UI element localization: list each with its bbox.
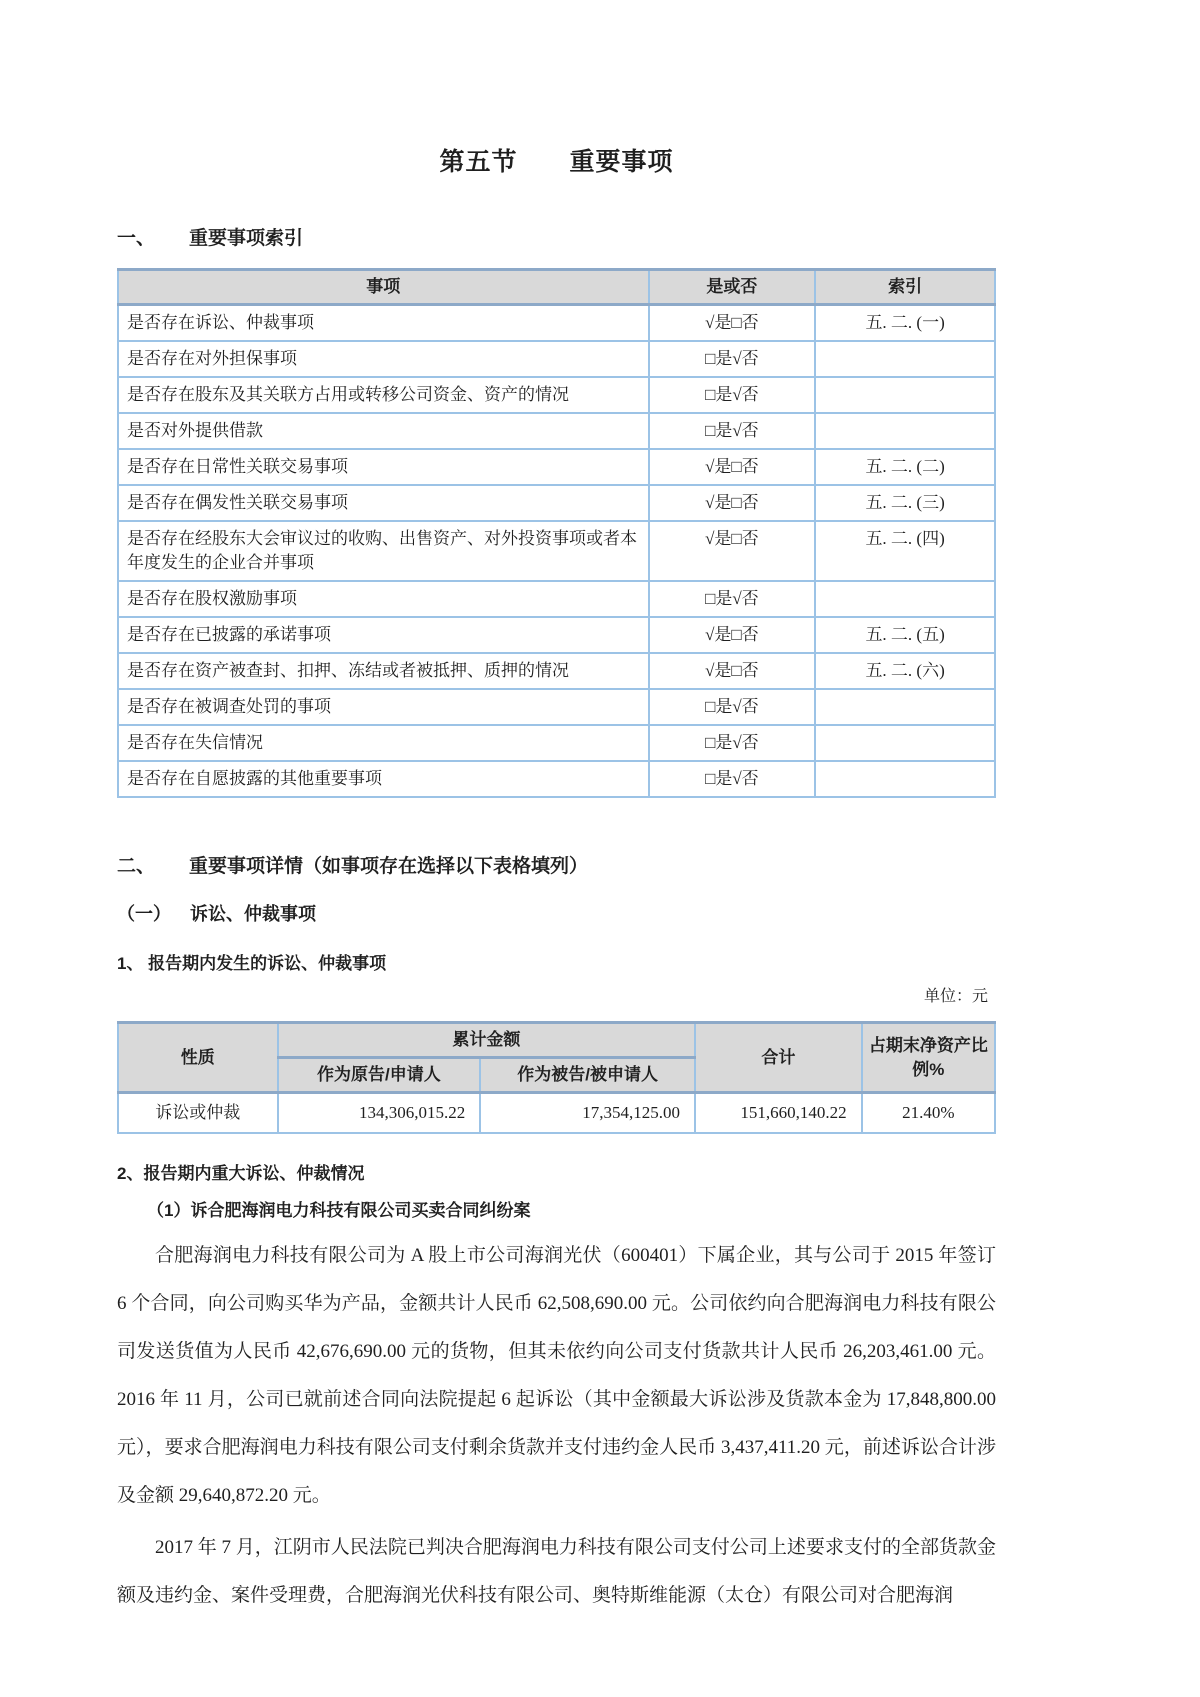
table-row xyxy=(118,761,995,797)
yesno-cell: □是√否 xyxy=(649,689,816,725)
yesno-cell: √是□否 xyxy=(649,305,816,342)
column-header-yesno: 是或否 xyxy=(649,270,816,305)
table-row xyxy=(118,305,995,342)
table-row xyxy=(118,413,995,449)
table-row xyxy=(118,725,995,761)
matter-cell: 是否存在日常性关联交易事项 xyxy=(118,449,649,485)
point-2-heading: 2、报告期内重大诉讼、仲裁情况 xyxy=(117,1164,365,1183)
index-ref-cell: 五. 二. (一) xyxy=(815,305,995,342)
case-1-heading: （1）诉合肥海润电力科技有限公司买卖合同纠纷案 xyxy=(147,1201,531,1220)
ratio-cell: 21.40% xyxy=(862,1093,995,1134)
index-ref-cell: 五. 二. (四) xyxy=(815,521,995,581)
index-ref-cell xyxy=(815,413,995,449)
matter-cell: 是否对外提供借款 xyxy=(118,413,649,449)
table-row xyxy=(118,653,995,689)
section-1-title: 重要事项索引 xyxy=(189,228,304,249)
case-paragraph-1: 合肥海润电力科技有限公司为 A 股上市公司海润光伏（600401）下属企业，其与公司于 2015 年签订 6 个合同，向公司购买华为产品，金额共计人民币 62,508,690.00 元。公司依约向合肥海润电力科技有限公司发送货值为人民币 42,676,690.00 元的货物，但其未依约向公司支付货款共计人民币 26,203,461.00 元。2016 年 11 月，公司已就前述合同向法院提起 6 起诉讼（其中金额最大诉讼涉及货款本金为 17,848,800.00 元），要求合肥海润电力科技有限公司支付剩余货款并支付违约金人民币 3,437,411.20 元，前述诉讼合计涉及金额 29,640,872.20 元。 xyxy=(117,1245,996,1506)
case-paragraph-2: 2017 年 7 月，江阴市人民法院已判决合肥海润电力科技有限公司支付公司上述要求支付的全部货款金额及违约金、案件受理费，合肥海润光伏科技有限公司、奥特斯维能源（太仓）有限公司对合肥海润 xyxy=(117,1537,996,1606)
column-header-matter: 事项 xyxy=(118,270,649,305)
yesno-cell: √是□否 xyxy=(649,449,816,485)
matter-cell: 是否存在经股东大会审议过的收购、出售资产、对外投资事项或者本年度发生的企业合并事项 xyxy=(118,521,649,581)
yesno-cell: √是□否 xyxy=(649,617,816,653)
index-ref-cell xyxy=(815,341,995,377)
column-header-cumulative-amount: 累计金额 xyxy=(278,1023,695,1058)
column-header-net-asset-ratio: 占期末净资产比例% xyxy=(862,1023,995,1093)
index-table-header-row xyxy=(118,270,995,305)
index-ref-cell xyxy=(815,581,995,617)
section-2-heading xyxy=(117,854,996,880)
yesno-cell: □是√否 xyxy=(649,725,816,761)
unit-label: 单位：元 xyxy=(923,988,988,1005)
table-row xyxy=(118,689,995,725)
column-header-as-defendant: 作为被告/被申请人 xyxy=(480,1058,695,1093)
table-row xyxy=(118,449,995,485)
defendant-amount-cell: 17,354,125.00 xyxy=(480,1093,695,1134)
matter-cell: 是否存在自愿披露的其他重要事项 xyxy=(118,761,649,797)
yesno-cell: √是□否 xyxy=(649,485,816,521)
column-header-nature: 性质 xyxy=(118,1023,278,1093)
index-ref-cell xyxy=(815,761,995,797)
matter-cell: 是否存在被调查处罚的事项 xyxy=(118,689,649,725)
index-ref-cell: 五. 二. (二) xyxy=(815,449,995,485)
yesno-cell: □是√否 xyxy=(649,413,816,449)
matter-cell: 是否存在对外担保事项 xyxy=(118,341,649,377)
column-header-index: 索引 xyxy=(815,270,995,305)
table-row xyxy=(118,341,995,377)
matter-cell: 是否存在失信情况 xyxy=(118,725,649,761)
matter-cell: 是否存在资产被查封、扣押、冻结或者被抵押、质押的情况 xyxy=(118,653,649,689)
table-row xyxy=(118,377,995,413)
column-header-as-plaintiff: 作为原告/申请人 xyxy=(278,1058,481,1093)
section-2-number: 二、 xyxy=(117,856,156,877)
index-ref-cell xyxy=(815,689,995,725)
section-2-title: 重要事项详情（如事项存在选择以下表格填列） xyxy=(189,856,589,877)
section-1-heading xyxy=(117,226,996,252)
column-header-total: 合计 xyxy=(695,1023,862,1093)
table-row xyxy=(118,521,995,581)
yesno-cell: □是√否 xyxy=(649,341,816,377)
nature-cell: 诉讼或仲裁 xyxy=(118,1093,278,1134)
lawsuit-amount-table xyxy=(117,1021,996,1134)
matter-cell: 是否存在诉讼、仲裁事项 xyxy=(118,305,649,342)
yesno-cell: □是√否 xyxy=(649,581,816,617)
point-1-heading: 1、 报告期内发生的诉讼、仲裁事项 xyxy=(117,954,387,973)
plaintiff-amount-cell: 134,306,015.22 xyxy=(278,1093,481,1134)
doc-title: 第五节 重要事项 xyxy=(439,148,674,176)
index-ref-cell: 五. 二. (六) xyxy=(815,653,995,689)
lawsuit-table-header-row-1 xyxy=(118,1023,995,1058)
index-ref-cell xyxy=(815,725,995,761)
index-ref-cell: 五. 二. (五) xyxy=(815,617,995,653)
matters-index-table xyxy=(117,268,996,798)
table-row xyxy=(118,485,995,521)
table-row xyxy=(118,581,995,617)
yesno-cell: √是□否 xyxy=(649,521,816,581)
section-1-number: 一、 xyxy=(117,228,156,249)
matter-cell: 是否存在股权激励事项 xyxy=(118,581,649,617)
index-ref-cell: 五. 二. (三) xyxy=(815,485,995,521)
subsection-1-heading xyxy=(117,902,996,926)
index-ref-cell xyxy=(815,377,995,413)
matter-cell: 是否存在股东及其关联方占用或转移公司资金、资产的情况 xyxy=(118,377,649,413)
yesno-cell: □是√否 xyxy=(649,761,816,797)
subsection-1-number: （一） xyxy=(117,904,171,924)
matter-cell: 是否存在偶发性关联交易事项 xyxy=(118,485,649,521)
table-row xyxy=(118,617,995,653)
matter-cell: 是否存在已披露的承诺事项 xyxy=(118,617,649,653)
table-row xyxy=(118,1093,995,1134)
yesno-cell: √是□否 xyxy=(649,653,816,689)
page-content xyxy=(117,0,996,1620)
total-amount-cell: 151,660,140.22 xyxy=(695,1093,862,1134)
subsection-1-title: 诉讼、仲裁事项 xyxy=(190,904,316,924)
yesno-cell: □是√否 xyxy=(649,377,816,413)
